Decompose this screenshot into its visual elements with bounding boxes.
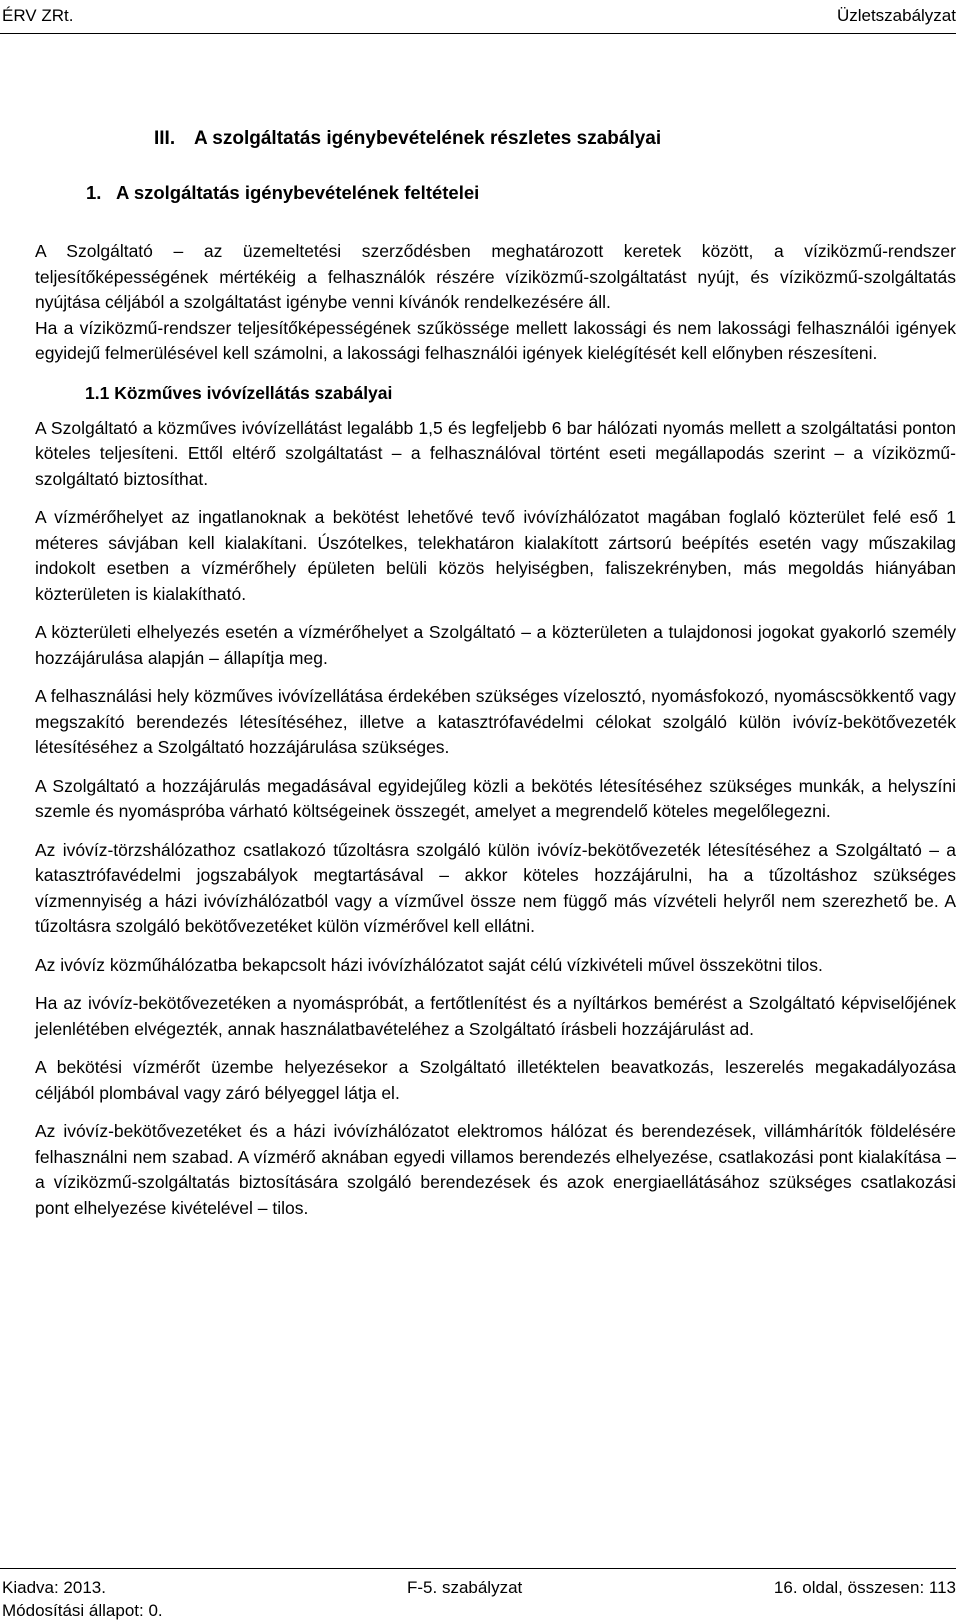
subsection-number: 1.	[86, 182, 102, 203]
section-number: III.	[154, 128, 176, 149]
header-company: ÉRV ZRt.	[2, 6, 74, 25]
body-paragraph: A bekötési vízmérőt üzembe helyezésekor a Szolgáltató illetéktelen beavatkozás, leszerelés megakadályozása céljából plombával vagy záró bélyeggel látja el.	[35, 1057, 956, 1103]
body-paragraph: A közterületi elhelyezés esetén a vízmérőhelyet a Szolgáltató – a közterületen a tulajdonosi jogokat gyakorló személy hozzájárulása alapján – állapítja meg.	[35, 622, 956, 668]
header-divider	[0, 33, 956, 34]
footer-issued: Kiadva: 2013.	[2, 1578, 106, 1597]
page-footer	[0, 1568, 960, 1622]
body-text	[35, 239, 956, 1221]
body-paragraph: A vízmérőhelyet az ingatlanoknak a bekötést lehetővé tevő ivóvízhálózatot magában foglaló közterület felé eső 1 méteres sávjában kell kialakítani. Úszótelkes, telekhatáron kialakított zártsorú beépítés esetén vagy műszakilag indokolt esetben a vízmérőhely épületen belüli közös helyiségben, faliszekrényben, más megoldás hiányában közterületen is kialakítható.	[35, 507, 956, 604]
body-paragraph: A Szolgáltató a közműves ivóvízellátást legalább 1,5 és legfeljebb 6 bar hálózati nyomás mellett a szolgáltatási ponton köteles teljesíteni. Ettől eltérő szolgáltatást – a felhasználóval történt eseti megállapodás szerint – a víziközmű-szolgáltató biztosíthat.	[35, 417, 956, 489]
section-heading	[154, 128, 661, 150]
body-paragraph: Az ivóvíz közműhálózatba bekapcsolt házi ivóvízhálózatot saját célú vízkivételi művel összekötni tilos.	[35, 954, 823, 975]
footer-rule-id: F-5. szabályzat	[407, 1578, 523, 1597]
subsubsection-heading: 1.1 Közműves ivóvízellátás szabályai	[85, 382, 393, 403]
body-paragraph: A Szolgáltató a hozzájárulás megadásával egyidejűleg közli a bekötés létesítéséhez szükséges munkák, a helyszíni szemle és nyomáspróba várható költségeinek összegét, amelyet a megrendelő köteles megelőlegezni.	[35, 775, 956, 821]
footer-revision: Módosítási állapot: 0.	[2, 1601, 163, 1620]
intro-paragraph: Ha a víziközmű-rendszer teljesítőképességének szűkössége mellett lakossági és nem lakossági felhasználói igények egyidejű felmerülésével kell számolni, a lakossági felhasználói igények kielégítését kell előnyben részesíteni.	[35, 317, 956, 363]
section-title: A szolgáltatás igénybevételének részletes szabályai	[194, 128, 662, 149]
header-doc-title: Üzletszabályzat	[836, 6, 956, 25]
subsection-title: A szolgáltatás igénybevételének feltételei	[116, 182, 480, 203]
body-paragraph: Ha az ivóvíz-bekötővezetéken a nyomáspróbát, a fertőtlenítést és a nyíltárkos bemérést a Szolgáltató képviselőjének jelenlétében elvégezték, annak használatbavételéhez a Szolgáltató írásbeli hozzájárulást ad.	[35, 993, 956, 1039]
page-header	[0, 4, 956, 30]
body-paragraph: Az ivóvíz-törzshálózathoz csatlakozó tűzoltásra szolgáló külön ivóvíz-bekötővezeték létesítéséhez a Szolgáltató – a katasztrófavédelmi jogszabályok megtartásával – akkor köteles hozzájárulni, ha a tűzoltáshoz szükséges vízmennyiség a házi ivóvízhálózatból vagy a vízművel össze nem függő más vízvételi helyről nem szerezhető be. A tűzoltásra szolgáló bekötővezetéket külön vízmérővel kell ellátni.	[35, 839, 956, 936]
body-paragraph: Az ivóvíz-bekötővezetéket és a házi ivóvízhálózatot elektromos hálózat és berendezések, villámhárítók földelésére felhasználni nem szabad. A vízmérő aknában egyedi villamos berendezés elhelyezése, csatlakozási pont kialakítása – a víziközmű-szolgáltatás biztosítására szolgáló berendezések és azok energiaellátásához szükséges csatlakozási pont elhelyezése kivételével – tilos.	[35, 1121, 956, 1218]
body-paragraph: A felhasználási hely közműves ivóvízellátása érdekében szükséges vízelosztó, nyomásfokozó, nyomáscsökkentő vagy megszakító berendezés létesítéséhez, illetve a katasztrófavédelmi célokat szolgáló külön ivóvíz-bekötővezeték létesítéséhez a Szolgáltató hozzájárulása szükséges.	[35, 686, 956, 757]
subsection-heading	[86, 182, 479, 204]
intro-paragraph: A Szolgáltató – az üzemeltetési szerződésben meghatározott keretek között, a víziközmű-rendszer teljesítőképességének mértékéig a felhasználók részére víziközmű-szolgáltatást nyújt, és víziközmű-szolgáltatás nyújtása céljából a szolgáltatást igénybe venni kívánók rendelkezésére áll.	[35, 241, 956, 312]
footer-page-number: 16. oldal, összesen: 113	[773, 1578, 956, 1597]
footer-divider	[0, 1568, 956, 1569]
